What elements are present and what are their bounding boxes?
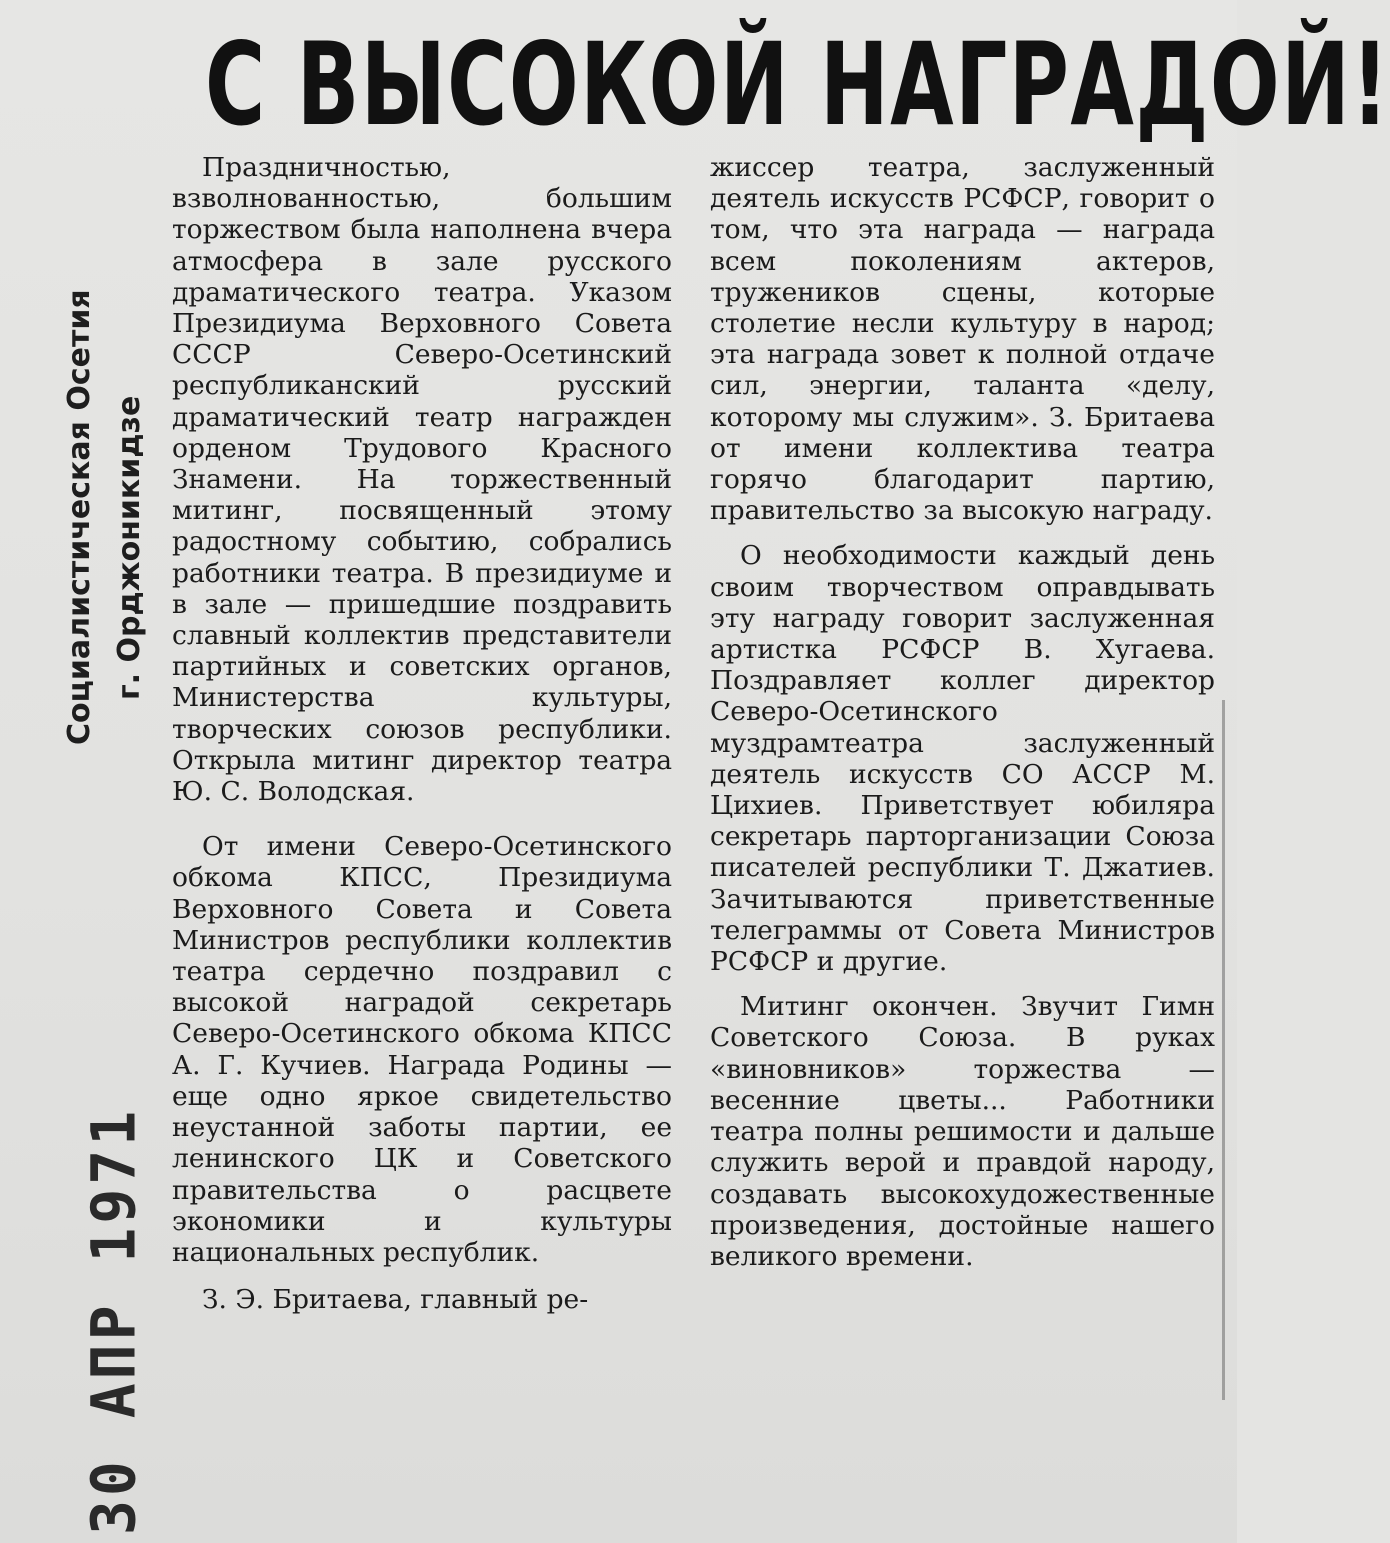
date-stamp: 30 АПР 1971 xyxy=(78,1106,150,1535)
article-paragraph: От имени Северо-Осетинского обкома КПСС, Президиума Верховного Совета и Совета Министров республики коллектив театра сердечно поздравил с высокой наградой секретарь Северо-Осетинского обкома КПСС А. Г. Кучиев. Награда Родины — еще одно яркое свидетельство неустанной заботы партии, ее ленинского ЦК и Советского правительства о расцвете экономики и культуры национальных республик. xyxy=(172,831,672,1268)
article-paragraph: Праздничностью, взволнованностью, большим торжеством была наполнена вчера атмосфера в зале русского драматического театра. Указом Президиума Верховного Совета СССР Северо-Осетинский республиканский русский драматический театр награжден орденом Трудового Красного Знамени. На торжественный митинг, посвященный этому радостному событию, собрались работники театра. В президиуме и в зале — пришедшие поздравить славный коллектив представители партийных и советских органов, Министерства культуры, творческих союзов республики. Открыла митинг директор театра Ю. С. Володская. xyxy=(172,152,672,808)
article-paragraph: жиссер театра, заслуженный деятель искусств РСФСР, говорит о том, что эта награда — награда всем поколениям актеров, тружеников сцены, которые столетие несли культуру в народ; эта награда зовет к полной отдаче сил, энергии, таланта «делу, которому мы служим». З. Бритаева от имени коллектива театра горячо благодарит партию, правительство за высокую награду. xyxy=(710,152,1215,527)
article-column-left xyxy=(172,152,672,1315)
newspaper-name: Социалистическая Осетия xyxy=(62,289,97,745)
newspaper-city: г. Орджоникидзе xyxy=(112,395,147,700)
article-paragraph: Митинг окончен. Звучит Гимн Советского Союза. В руках «виновников» торжества — весенние цветы... Работники театра полны решимости и дальше служить верой и правдой народу, создавать высокохудожественные произведения, достойные нашего великого времени. xyxy=(710,991,1215,1272)
article-column-right xyxy=(710,152,1215,1272)
article-paragraph: З. Э. Бритаева, главный ре- xyxy=(202,1284,589,1316)
article-paragraph: О необходимости каждый день своим творчеством оправдывать эту награду говорит заслуженная артистка РСФСР В. Хугаева. Поздравляет коллег директор Северо-Осетинского муздрамтеатра заслуженный деятель искусств СО АССР М. Цихиев. Приветствует юбиляра секретарь парторганизации Союза писателей республики Т. Джатиев. Зачитываются приветственные телеграммы от Совета Министров РСФСР и другие. xyxy=(710,540,1215,978)
article-headline: С ВЫСОКОЙ НАГРАДОЙ! xyxy=(205,18,1390,151)
clipping-edge-line xyxy=(1222,700,1225,1400)
